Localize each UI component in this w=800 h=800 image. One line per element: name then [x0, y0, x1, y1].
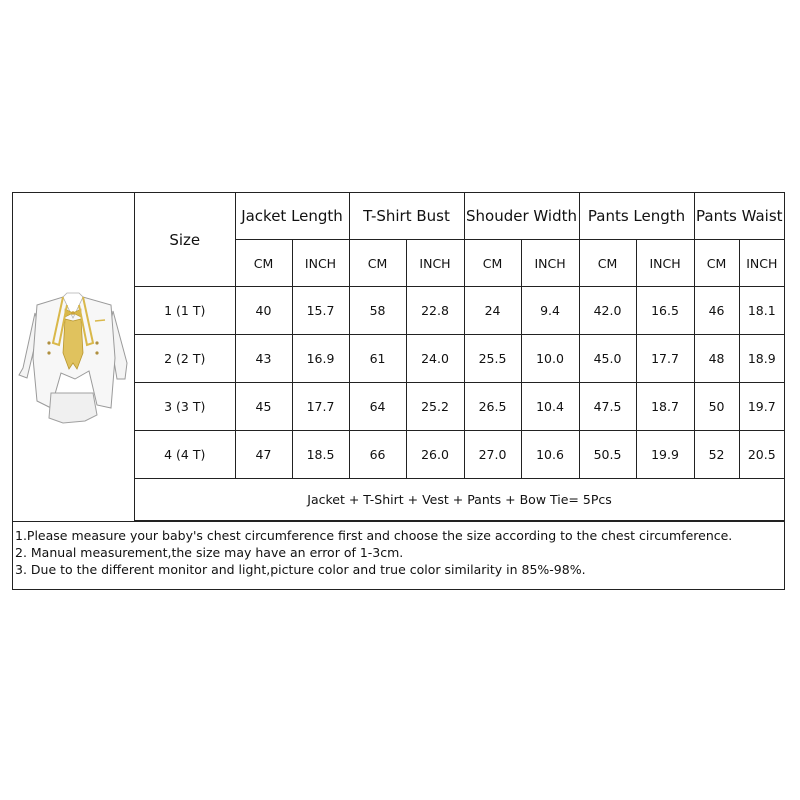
- value-cell: 18.9: [739, 335, 784, 383]
- unit-header: INCH: [292, 240, 349, 287]
- size-cell: 1 (1 T): [135, 287, 235, 335]
- value-cell: 24.0: [406, 335, 464, 383]
- value-cell: 25.2: [406, 383, 464, 431]
- value-cell: 10.0: [521, 335, 579, 383]
- unit-header: INCH: [406, 240, 464, 287]
- value-cell: 42.0: [579, 287, 636, 335]
- value-cell: 61: [349, 335, 406, 383]
- value-cell: 45: [235, 383, 292, 431]
- size-cell: 4 (4 T): [135, 431, 235, 479]
- value-cell: 17.7: [292, 383, 349, 431]
- value-cell: 47.5: [579, 383, 636, 431]
- value-cell: 22.8: [406, 287, 464, 335]
- unit-header: CM: [235, 240, 292, 287]
- package-contents: Jacket + T-Shirt + Vest + Pants + Bow Tie= 5Pcs: [135, 479, 784, 521]
- value-cell: 52: [694, 431, 739, 479]
- notes-section: [13, 521, 784, 578]
- value-cell: 25.5: [464, 335, 521, 383]
- size-header: Size: [135, 193, 235, 287]
- value-cell: 43: [235, 335, 292, 383]
- unit-header: INCH: [636, 240, 694, 287]
- product-photo: [13, 193, 135, 521]
- value-cell: 10.6: [521, 431, 579, 479]
- value-cell: 26.5: [464, 383, 521, 431]
- table-row: [135, 335, 784, 383]
- value-cell: 26.0: [406, 431, 464, 479]
- group-header-jacket-length: Jacket Length: [235, 193, 349, 240]
- unit-header: CM: [349, 240, 406, 287]
- size-cell: 3 (3 T): [135, 383, 235, 431]
- note-line: 2. Manual measurement,the size may have an error of 1-3cm.: [15, 545, 404, 560]
- value-cell: 46: [694, 287, 739, 335]
- value-cell: 50: [694, 383, 739, 431]
- value-cell: 48: [694, 335, 739, 383]
- value-cell: 58: [349, 287, 406, 335]
- value-cell: 45.0: [579, 335, 636, 383]
- group-header-row: [135, 193, 784, 240]
- value-cell: 20.5: [739, 431, 784, 479]
- value-cell: 64: [349, 383, 406, 431]
- value-cell: 17.7: [636, 335, 694, 383]
- table-row: [135, 287, 784, 335]
- unit-header: CM: [464, 240, 521, 287]
- size-table: [135, 193, 784, 521]
- unit-header: CM: [579, 240, 636, 287]
- value-cell: 16.9: [292, 335, 349, 383]
- group-header-shoulder-width: Shouder Width: [464, 193, 579, 240]
- value-cell: 16.5: [636, 287, 694, 335]
- unit-header: CM: [694, 240, 739, 287]
- value-cell: 19.9: [636, 431, 694, 479]
- tuxedo-illustration: [13, 193, 133, 519]
- note-line: 1.Please measure your baby's chest circumference first and choose the size according to the chest circumference.: [15, 528, 733, 543]
- value-cell: 50.5: [579, 431, 636, 479]
- table-row: [135, 431, 784, 479]
- unit-header: INCH: [739, 240, 784, 287]
- group-header-pants-length: Pants Length: [579, 193, 694, 240]
- value-cell: 18.1: [739, 287, 784, 335]
- value-cell: 18.7: [636, 383, 694, 431]
- unit-header: INCH: [521, 240, 579, 287]
- value-cell: 66: [349, 431, 406, 479]
- size-cell: 2 (2 T): [135, 335, 235, 383]
- value-cell: 40: [235, 287, 292, 335]
- value-cell: 47: [235, 431, 292, 479]
- table-row: [135, 383, 784, 431]
- group-header-tshirt-bust: T-Shirt Bust: [349, 193, 464, 240]
- value-cell: 15.7: [292, 287, 349, 335]
- group-header-pants-waist: Pants Waist: [694, 193, 784, 240]
- value-cell: 18.5: [292, 431, 349, 479]
- value-cell: 19.7: [739, 383, 784, 431]
- size-chart-frame: [12, 192, 785, 590]
- value-cell: 9.4: [521, 287, 579, 335]
- value-cell: 10.4: [521, 383, 579, 431]
- contents-row: [135, 479, 784, 521]
- value-cell: 27.0: [464, 431, 521, 479]
- note-line: 3. Due to the different monitor and light,picture color and true color similarity in 85%-98%.: [15, 562, 586, 577]
- value-cell: 24: [464, 287, 521, 335]
